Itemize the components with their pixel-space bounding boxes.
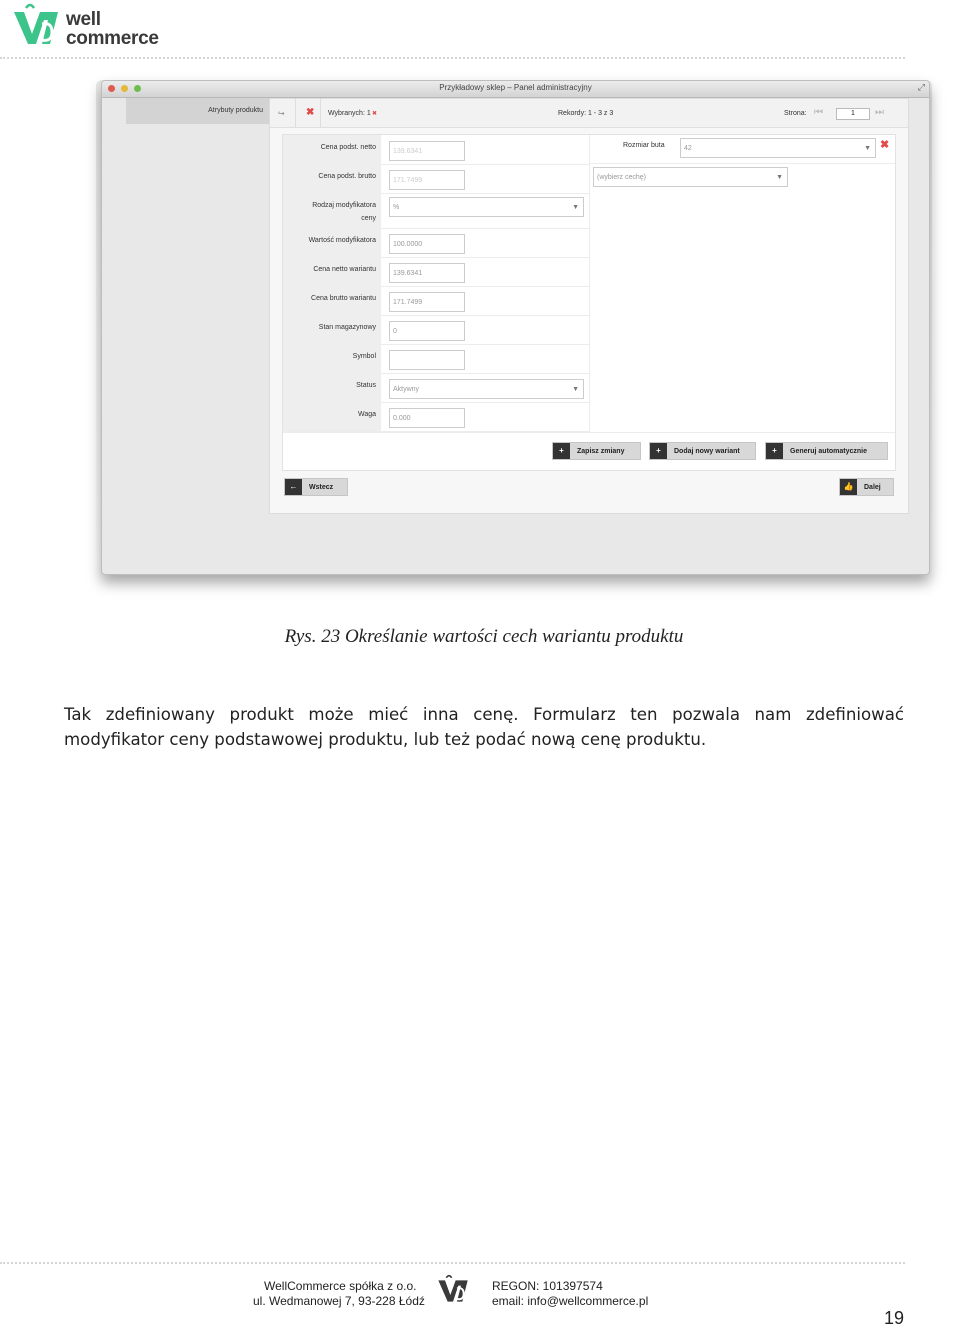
footer-divider <box>0 1262 905 1264</box>
next-button[interactable]: 👍 Dalej <box>839 478 894 496</box>
page-number: 19 <box>884 1308 905 1328</box>
field-label <box>283 135 381 164</box>
body-paragraph <box>64 702 904 752</box>
header-divider <box>0 57 905 59</box>
save-changes-button[interactable]: + Zapisz zmiany <box>552 442 641 460</box>
symbol-input[interactable] <box>389 350 465 370</box>
last-page-icon[interactable]: ⏭ <box>875 107 884 118</box>
logo-line-1: well <box>66 9 101 30</box>
remove-feature-icon[interactable]: ✖ <box>880 139 890 151</box>
chevron-down-icon: ▼ <box>572 386 579 393</box>
form-row <box>283 164 589 194</box>
field-label-text: Cena brutto wariantu <box>311 295 376 302</box>
variant-gross-price-input[interactable]: 171.7499 <box>389 292 465 312</box>
form-row <box>283 402 589 432</box>
field-label-text: Cena netto wariantu <box>313 266 376 273</box>
choose-feature-placeholder: (wybierz cechę) <box>597 174 647 181</box>
field-label-text: Waga <box>357 411 376 418</box>
form-row <box>283 228 589 258</box>
modifier-type-select[interactable] <box>389 197 584 217</box>
feature-value-select[interactable] <box>680 138 876 158</box>
grid-toolbar <box>270 99 908 128</box>
column-divider <box>589 135 590 432</box>
plus-icon: + <box>553 443 570 459</box>
field-label <box>283 164 381 193</box>
field-label-text: Cena podst. brutto <box>318 173 376 180</box>
feature-value: 42 <box>684 145 692 152</box>
field-label <box>283 402 381 431</box>
page-number-input[interactable]: 1 <box>836 108 870 120</box>
arrow-left-icon: ← <box>285 479 302 495</box>
field-label-text: Stan magazynowy <box>318 324 376 331</box>
paragraph-line-2: modyfikator ceny podstawowej produktu, lub też podać nową cenę produktu. <box>64 730 707 749</box>
sidebar-item-product-attributes[interactable] <box>126 98 271 124</box>
browser-window <box>101 80 930 575</box>
footer-email: email: info@wellcommerce.pl <box>492 1294 649 1308</box>
plus-icon: + <box>650 443 667 459</box>
variant-panel <box>269 98 909 514</box>
logo-wordmark <box>66 10 159 48</box>
footer-logo-icon <box>437 1273 469 1305</box>
wellcommerce-logo-icon <box>12 2 60 48</box>
toolbar-separator <box>295 99 296 127</box>
clear-selection-icon[interactable]: ✖ <box>372 111 378 117</box>
form-row <box>283 257 589 287</box>
selected-count: Wybranych: 1 <box>328 110 371 117</box>
chevron-down-icon: ▼ <box>776 174 783 181</box>
field-label <box>283 228 381 257</box>
logo-line-2: commerce <box>66 28 159 49</box>
field-label <box>283 315 381 344</box>
return-arrow-icon[interactable]: ↪ <box>278 109 285 118</box>
figure-caption: Rys. 23 Określanie wartości cech wariantu produktu <box>284 626 684 647</box>
form-row <box>283 193 589 229</box>
fullscreen-icon[interactable]: ⤢ <box>917 82 925 92</box>
field-label-text: Wartość modyfikatora <box>308 237 376 244</box>
field-label-text: Symbol <box>352 353 376 360</box>
status-value: Aktywny <box>393 386 420 393</box>
base-net-price-input[interactable]: 139.6341 <box>389 141 465 161</box>
sidebar-item-label: Atrybuty produktu <box>208 107 263 114</box>
form-row <box>283 286 589 316</box>
field-label <box>283 344 381 373</box>
paragraph-line-1: Tak zdefiniowany produkt może mieć inna cenę. Formularz ten pozwala nam zdefiniować <box>64 705 904 724</box>
footer-company: WellCommerce spółka z o.o. <box>264 1279 417 1293</box>
generate-automatically-button[interactable]: + Generuj automatycznie <box>765 442 888 460</box>
chevron-down-icon: ▼ <box>864 145 871 152</box>
base-gross-price-input[interactable]: 171.7499 <box>389 170 465 190</box>
modifier-value-input[interactable]: 100.0000 <box>389 234 465 254</box>
form-row <box>283 344 589 374</box>
modifier-type-value: % <box>393 204 400 211</box>
add-variant-button[interactable]: + Dodaj nowy wariant <box>649 442 756 460</box>
back-button[interactable]: ← Wstecz <box>284 478 348 496</box>
variant-form <box>282 134 896 471</box>
choose-feature-select[interactable] <box>593 167 788 187</box>
variant-net-price-input[interactable]: 139.6341 <box>389 263 465 283</box>
row-divider <box>589 163 895 164</box>
form-row <box>283 373 589 403</box>
toolbar-separator <box>320 99 321 127</box>
window-titlebar <box>102 81 929 98</box>
field-label-text: Status <box>356 382 376 389</box>
form-row <box>283 315 589 345</box>
records-count: Rekordy: 1 - 3 z 3 <box>558 110 614 117</box>
form-row <box>283 135 589 165</box>
status-select[interactable] <box>389 379 584 399</box>
delete-icon[interactable]: ✖ <box>306 107 315 118</box>
chevron-down-icon: ▼ <box>572 204 579 211</box>
field-label-text: Cena podst. netto <box>320 144 376 151</box>
field-label <box>283 286 381 315</box>
footer-regon: REGON: 101397574 <box>492 1279 603 1293</box>
weight-input[interactable]: 0.000 <box>389 408 465 428</box>
field-label <box>283 373 381 402</box>
field-label <box>283 257 381 286</box>
footer-address: ul. Wedmanowej 7, 93-228 Łódź <box>253 1294 425 1308</box>
feature-label: Rozmiar buta <box>623 142 665 149</box>
field-label <box>283 193 381 228</box>
page-label: Strona: <box>784 110 807 117</box>
field-label-text: Rodzaj modyfikatora ceny <box>312 202 376 222</box>
plus-icon: + <box>766 443 783 459</box>
thumbs-up-icon: 👍 <box>840 479 857 495</box>
window-title: Przykładowy sklep – Panel administracyjny <box>439 83 592 92</box>
first-page-icon[interactable]: ⏮ <box>814 107 823 118</box>
stock-input[interactable]: 0 <box>389 321 465 341</box>
